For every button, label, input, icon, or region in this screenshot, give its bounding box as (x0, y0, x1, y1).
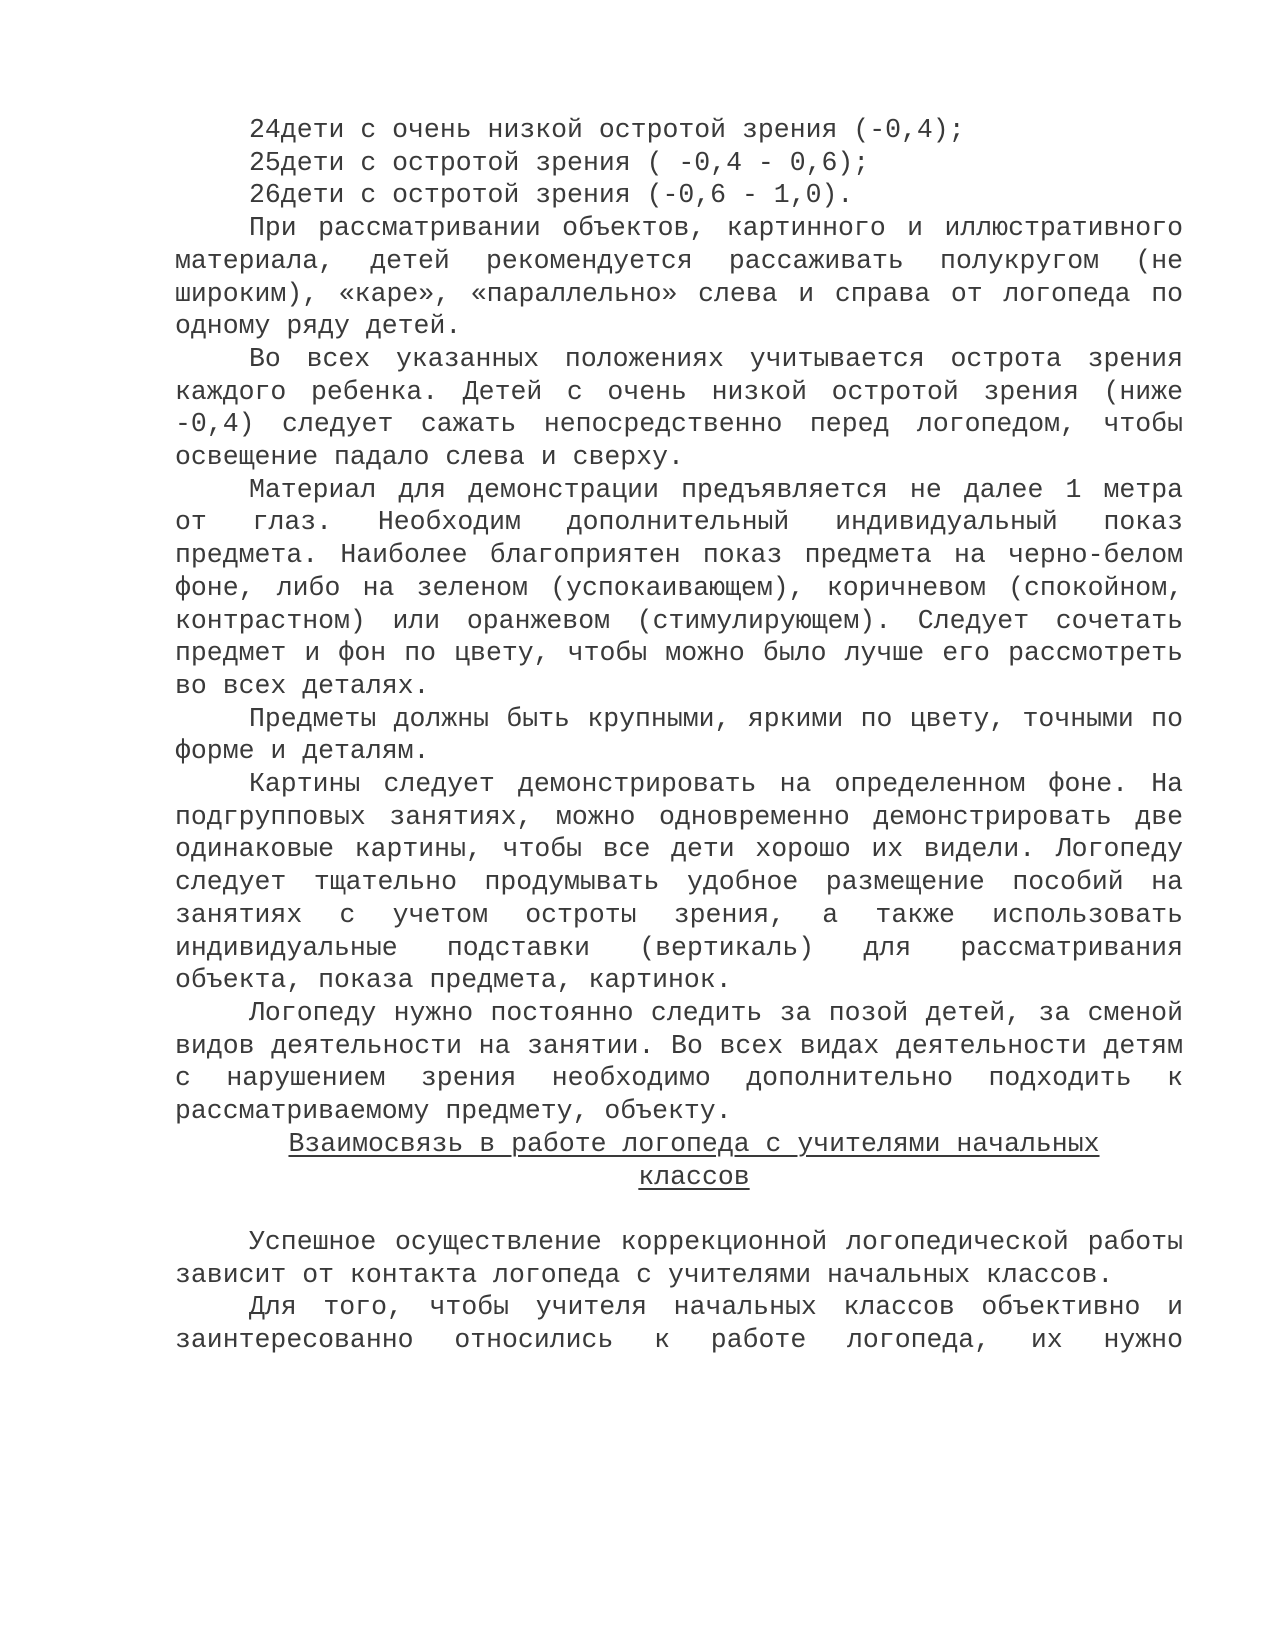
paragraph-success: Успешное осуществление коррекционной логопедической работы зависит от контакта логопеда с учителями начальных классов. (175, 1226, 1183, 1290)
paragraph-seating: При рассматривании объектов, картинного и иллюстративного материала, детей рекомендуется рассаживать полукругом (не широким), «каре», «параллельно» слева и справа от логопеда по одному ряду детей. (175, 213, 1183, 342)
blank-line (175, 1193, 1183, 1226)
list-item: 26дети с остротой зрения (-0,6 - 1,0). (249, 180, 854, 211)
paragraph-objects: Предметы должны быть крупными, яркими по цвету, точными по форме и деталям. (175, 703, 1183, 767)
paragraph-teachers: Для того, чтобы учителя начальных классов объективно и заинтересованно относились к работе логопеда, их нужно (175, 1292, 1183, 1355)
paragraph-pictures: Картины следует демонстрировать на определенном фоне. На подгрупповых занятиях, можно одновременно демонстрировать две одинаковые картины, чтобы все дети хорошо их видели. Логопеду следует тщательно продумывать удобное размещение пособий на занятиях с учетом остроты зрения, а также использовать индивидуальные подставки (вертикаль) для рассматривания объекта, показа предмета, картинок. (175, 769, 1183, 996)
paragraph-demonstration-material: Материал для демонстрации предъявляется не далее 1 метра от глаз. Необходим дополнительный индивидуальный показ предмета. Наиболее благоприятен показ предмета на черно-белом фоне, либо на зеленом (успокаивающем), коричневом (спокойном, контрастном) или оранжевом (стимулирующем). Следует сочетать предмет и фон по цвету, чтобы можно было лучше его рассмотреть во всех деталях. (175, 474, 1183, 701)
paragraph-visual-acuity: Во всех указанных положениях учитывается острота зрения каждого ребенка. Детей с очень низкой остротой зрения (ниже -0,4) следует сажать непосредственно перед логопедом, чтобы освещение падало слева и сверху. (175, 343, 1183, 473)
section-heading-line-2: классов (638, 1161, 750, 1192)
section-heading (175, 1128, 1183, 1193)
paragraph-posture: Логопеду нужно постоянно следить за позой детей, за сменой видов деятельности на занятии. Во всех видах деятельности детям с нарушением зрения необходимо дополнительно подходить к рассматриваемому предмету, объекту. (175, 997, 1183, 1127)
document-page (175, 114, 1183, 1357)
list-item: 25дети с остротой зрения ( -0,4 - 0,6); (249, 147, 870, 178)
acuity-list (175, 114, 1183, 212)
list-item: 24дети с очень низкой остротой зрения (-0,4); (249, 115, 965, 145)
section-heading-line-1: Взаимосвязь в работе логопеда с учителями начальных (288, 1128, 1100, 1159)
